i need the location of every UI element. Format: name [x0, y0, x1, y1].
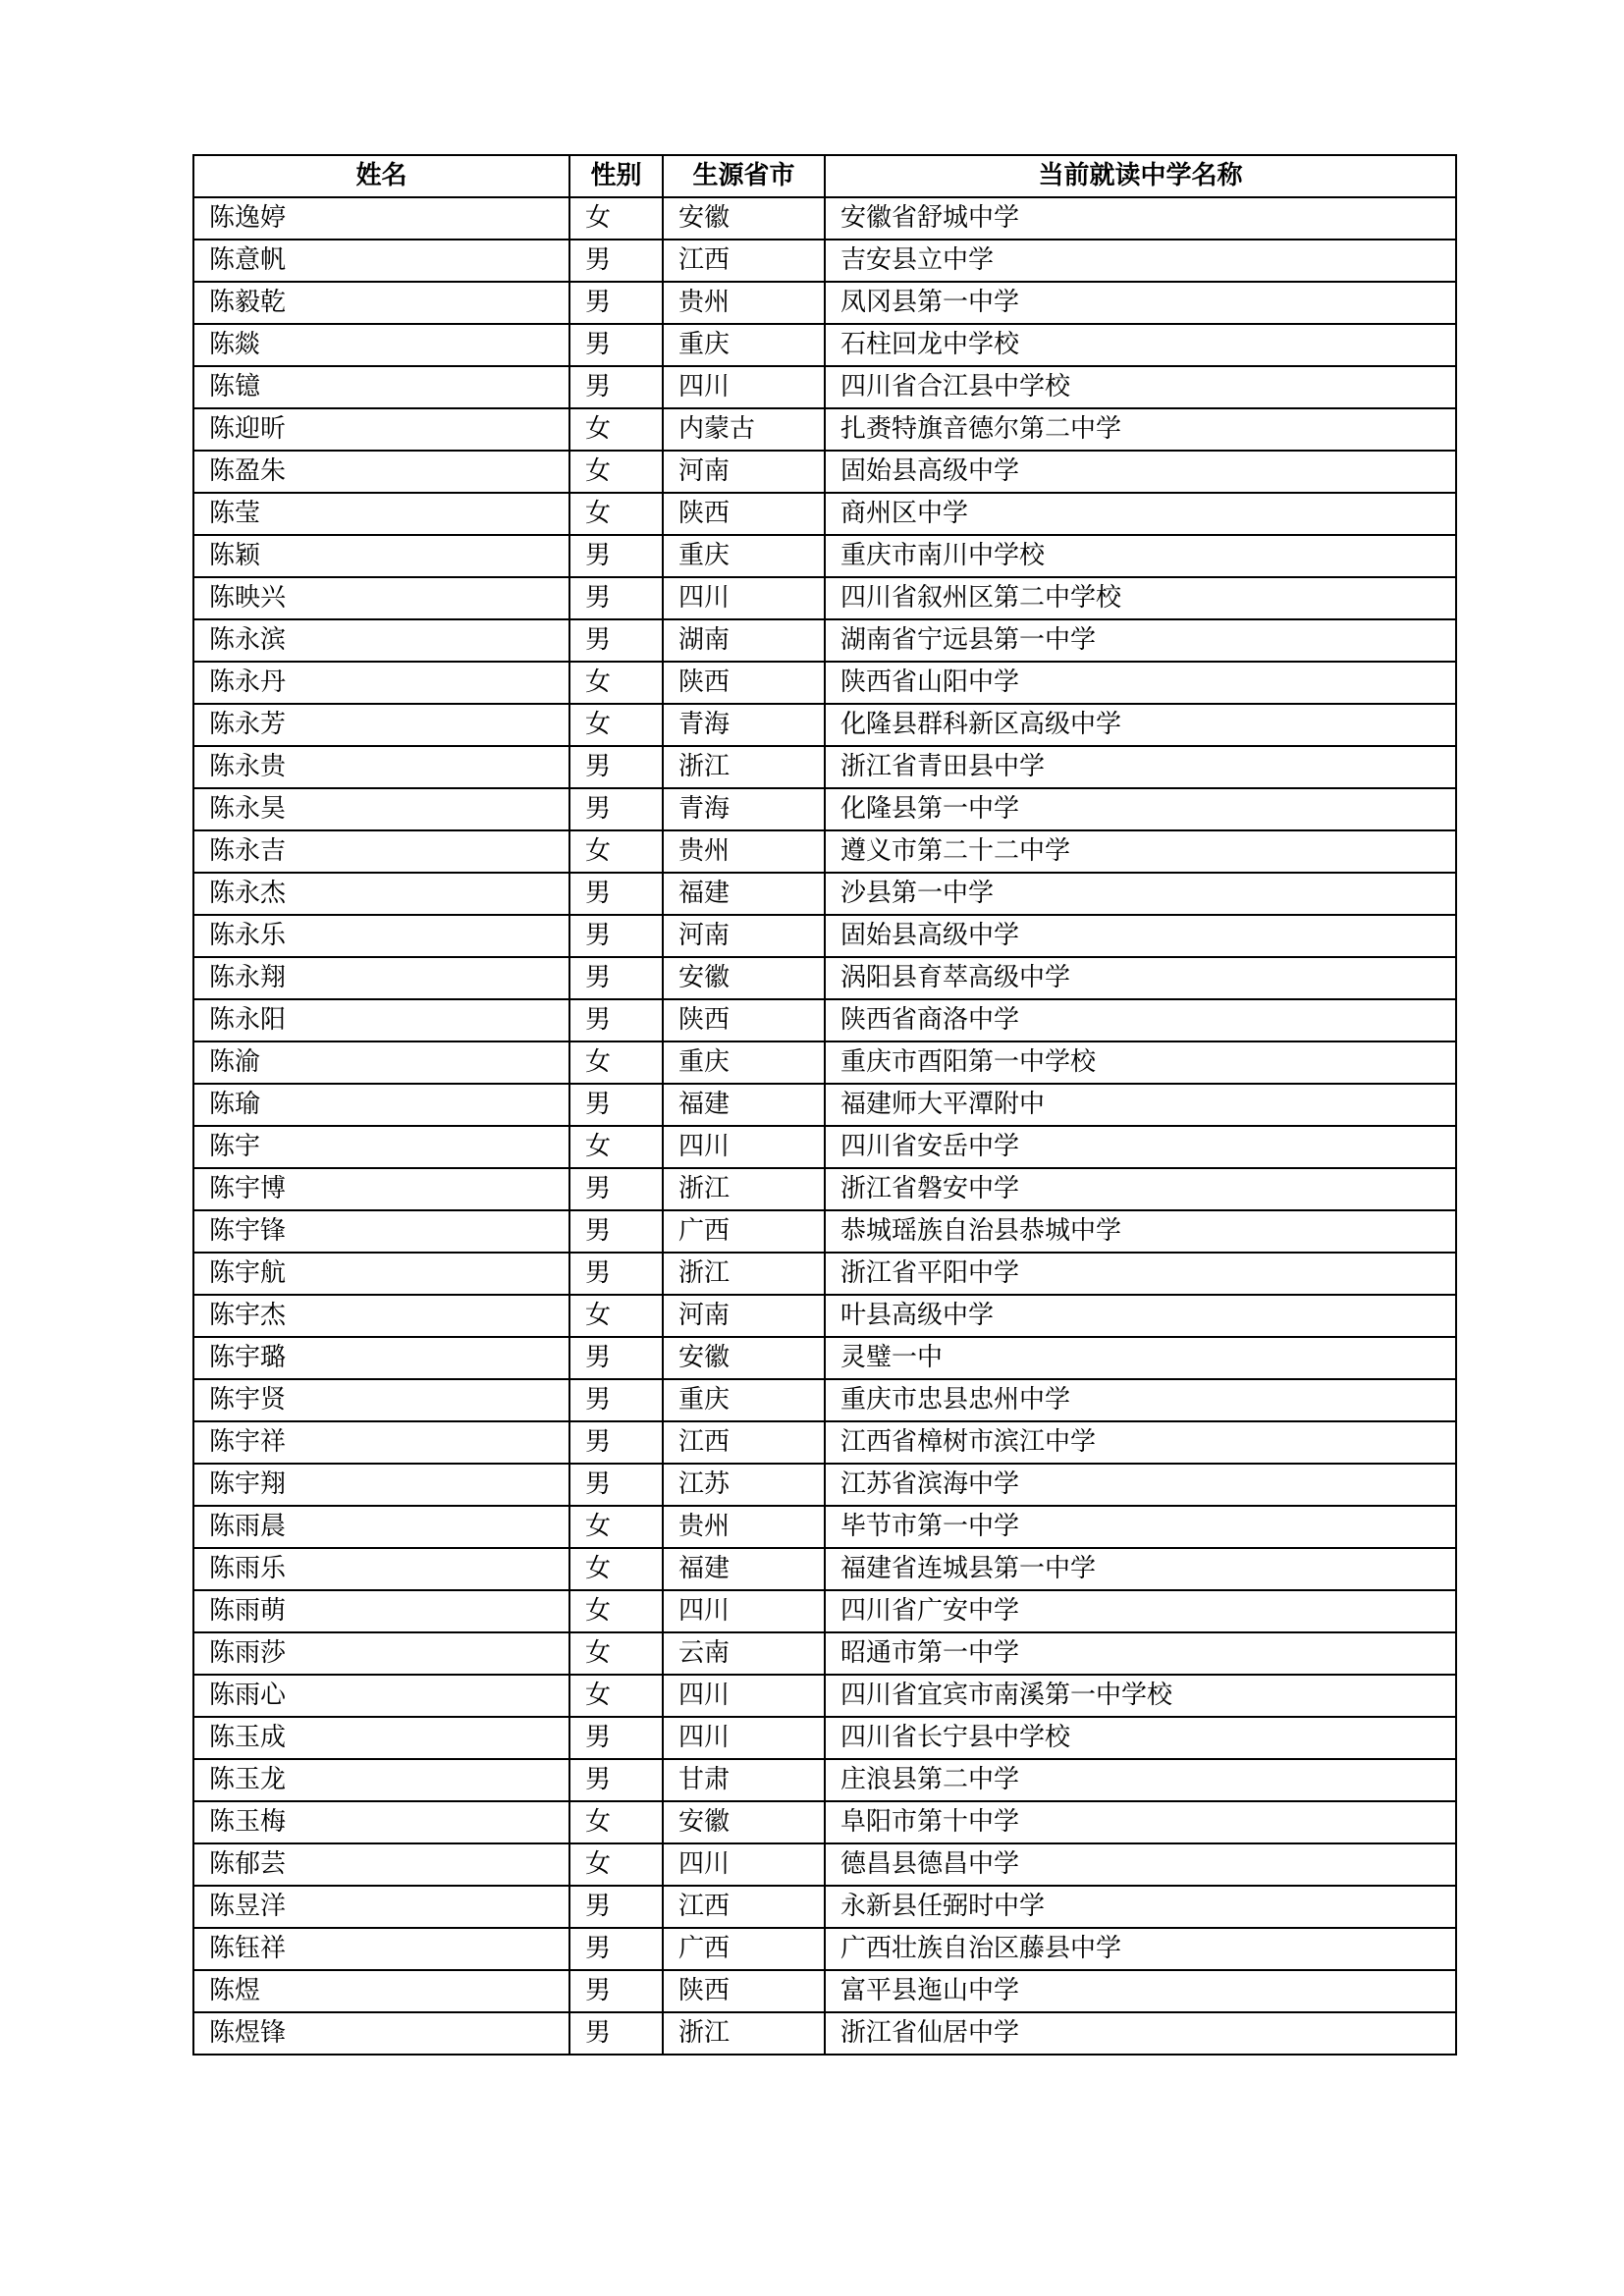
cell-province: 广西: [663, 1210, 825, 1253]
cell-school: 浙江省青田县中学: [825, 746, 1456, 788]
cell-gender: 男: [569, 1168, 663, 1210]
cell-name: 陈煜锋: [193, 2012, 569, 2055]
cell-name: 陈迎昕: [193, 408, 569, 451]
cell-name: 陈雨乐: [193, 1548, 569, 1590]
cell-name: 陈钰祥: [193, 1928, 569, 1970]
cell-gender: 男: [569, 1253, 663, 1295]
cell-name: 陈雨晨: [193, 1506, 569, 1548]
header-gender: 性别: [569, 155, 663, 197]
cell-school: 沙县第一中学: [825, 873, 1456, 915]
table-row: [193, 1548, 1456, 1590]
cell-school: 阜阳市第十中学: [825, 1801, 1456, 1843]
cell-school: 庄浪县第二中学: [825, 1759, 1456, 1801]
cell-gender: 男: [569, 324, 663, 366]
cell-school: 重庆市酉阳第一中学校: [825, 1041, 1456, 1084]
table-row: [193, 915, 1456, 957]
table-row: [193, 1295, 1456, 1337]
cell-school: 陕西省商洛中学: [825, 999, 1456, 1041]
cell-school: 灵璧一中: [825, 1337, 1456, 1379]
cell-province: 浙江: [663, 2012, 825, 2055]
table-row: [193, 1928, 1456, 1970]
header-name: 姓名: [193, 155, 569, 197]
cell-name: 陈颖: [193, 535, 569, 577]
cell-school: 德昌县德昌中学: [825, 1843, 1456, 1886]
cell-province: 安徽: [663, 957, 825, 999]
cell-name: 陈永乐: [193, 915, 569, 957]
table-row: [193, 1421, 1456, 1464]
cell-school: 凤冈县第一中学: [825, 282, 1456, 324]
table-row: [193, 1717, 1456, 1759]
cell-gender: 女: [569, 830, 663, 873]
cell-name: 陈宇贤: [193, 1379, 569, 1421]
cell-school: 固始县高级中学: [825, 915, 1456, 957]
cell-province: 重庆: [663, 1041, 825, 1084]
cell-gender: 女: [569, 197, 663, 240]
cell-province: 安徽: [663, 1801, 825, 1843]
cell-gender: 男: [569, 282, 663, 324]
cell-school: 叶县高级中学: [825, 1295, 1456, 1337]
cell-name: 陈煜: [193, 1970, 569, 2012]
table-row: [193, 1126, 1456, 1168]
cell-name: 陈永阳: [193, 999, 569, 1041]
table-row: [193, 1886, 1456, 1928]
cell-gender: 女: [569, 1126, 663, 1168]
table-row: [193, 830, 1456, 873]
cell-gender: 男: [569, 1970, 663, 2012]
cell-province: 贵州: [663, 830, 825, 873]
cell-name: 陈永吉: [193, 830, 569, 873]
cell-province: 贵州: [663, 282, 825, 324]
cell-school: 商州区中学: [825, 493, 1456, 535]
cell-name: 陈盈朱: [193, 451, 569, 493]
cell-name: 陈玉龙: [193, 1759, 569, 1801]
cell-name: 陈映兴: [193, 577, 569, 619]
cell-gender: 女: [569, 1675, 663, 1717]
cell-gender: 男: [569, 1886, 663, 1928]
cell-name: 陈玉梅: [193, 1801, 569, 1843]
cell-province: 四川: [663, 577, 825, 619]
table-row: [193, 1337, 1456, 1379]
cell-gender: 男: [569, 873, 663, 915]
cell-name: 陈雨萌: [193, 1590, 569, 1632]
cell-gender: 女: [569, 1548, 663, 1590]
cell-name: 陈雨心: [193, 1675, 569, 1717]
cell-gender: 男: [569, 535, 663, 577]
cell-province: 浙江: [663, 1168, 825, 1210]
cell-province: 四川: [663, 1590, 825, 1632]
cell-name: 陈宇: [193, 1126, 569, 1168]
table-row: [193, 324, 1456, 366]
cell-gender: 女: [569, 1843, 663, 1886]
cell-province: 四川: [663, 1675, 825, 1717]
cell-name: 陈宇博: [193, 1168, 569, 1210]
cell-name: 陈雨莎: [193, 1632, 569, 1675]
cell-school: 四川省合江县中学校: [825, 366, 1456, 408]
table-row: [193, 408, 1456, 451]
cell-gender: 男: [569, 1464, 663, 1506]
cell-gender: 女: [569, 1295, 663, 1337]
table-row: [193, 1759, 1456, 1801]
cell-gender: 男: [569, 1337, 663, 1379]
cell-name: 陈宇璐: [193, 1337, 569, 1379]
cell-province: 陕西: [663, 662, 825, 704]
cell-name: 陈莹: [193, 493, 569, 535]
cell-province: 安徽: [663, 197, 825, 240]
student-roster-table: [192, 154, 1457, 2056]
cell-province: 浙江: [663, 1253, 825, 1295]
table-row: [193, 493, 1456, 535]
cell-school: 四川省长宁县中学校: [825, 1717, 1456, 1759]
cell-name: 陈宇杰: [193, 1295, 569, 1337]
cell-school: 重庆市忠县忠州中学: [825, 1379, 1456, 1421]
cell-gender: 男: [569, 2012, 663, 2055]
cell-province: 重庆: [663, 535, 825, 577]
cell-name: 陈镱: [193, 366, 569, 408]
cell-name: 陈宇航: [193, 1253, 569, 1295]
table-row: [193, 366, 1456, 408]
cell-name: 陈宇锋: [193, 1210, 569, 1253]
cell-province: 青海: [663, 788, 825, 830]
table-row: [193, 282, 1456, 324]
cell-name: 陈意帆: [193, 240, 569, 282]
cell-school: 固始县高级中学: [825, 451, 1456, 493]
cell-name: 陈永丹: [193, 662, 569, 704]
cell-school: 福建省连城县第一中学: [825, 1548, 1456, 1590]
cell-name: 陈永昊: [193, 788, 569, 830]
cell-gender: 男: [569, 746, 663, 788]
table-row: [193, 662, 1456, 704]
cell-school: 石柱回龙中学校: [825, 324, 1456, 366]
cell-province: 陕西: [663, 493, 825, 535]
cell-province: 江西: [663, 240, 825, 282]
table-row: [193, 746, 1456, 788]
cell-province: 河南: [663, 451, 825, 493]
cell-name: 陈毅乾: [193, 282, 569, 324]
cell-name: 陈宇祥: [193, 1421, 569, 1464]
cell-gender: 男: [569, 1379, 663, 1421]
cell-province: 四川: [663, 1717, 825, 1759]
cell-school: 吉安县立中学: [825, 240, 1456, 282]
table-row: [193, 1041, 1456, 1084]
cell-school: 四川省宜宾市南溪第一中学校: [825, 1675, 1456, 1717]
table-row: [193, 1084, 1456, 1126]
table-row: [193, 535, 1456, 577]
cell-province: 福建: [663, 1548, 825, 1590]
cell-name: 陈玉成: [193, 1717, 569, 1759]
cell-province: 陕西: [663, 999, 825, 1041]
cell-province: 贵州: [663, 1506, 825, 1548]
cell-school: 毕节市第一中学: [825, 1506, 1456, 1548]
cell-gender: 男: [569, 366, 663, 408]
cell-province: 江西: [663, 1886, 825, 1928]
table-row: [193, 197, 1456, 240]
cell-school: 福建师大平潭附中: [825, 1084, 1456, 1126]
table-row: [193, 1210, 1456, 1253]
cell-province: 甘肃: [663, 1759, 825, 1801]
cell-name: 陈郁芸: [193, 1843, 569, 1886]
cell-gender: 女: [569, 1041, 663, 1084]
cell-school: 江西省樟树市滨江中学: [825, 1421, 1456, 1464]
table-row: [193, 619, 1456, 662]
table-body: [193, 197, 1456, 2055]
cell-province: 广西: [663, 1928, 825, 1970]
cell-gender: 女: [569, 662, 663, 704]
table-row: [193, 1506, 1456, 1548]
table-row: [193, 1253, 1456, 1295]
cell-name: 陈永滨: [193, 619, 569, 662]
cell-school: 湖南省宁远县第一中学: [825, 619, 1456, 662]
cell-school: 化隆县群科新区高级中学: [825, 704, 1456, 746]
cell-gender: 女: [569, 451, 663, 493]
cell-name: 陈永翔: [193, 957, 569, 999]
cell-school: 安徽省舒城中学: [825, 197, 1456, 240]
cell-gender: 女: [569, 408, 663, 451]
cell-gender: 男: [569, 619, 663, 662]
cell-gender: 男: [569, 957, 663, 999]
cell-school: 四川省广安中学: [825, 1590, 1456, 1632]
cell-province: 内蒙古: [663, 408, 825, 451]
cell-school: 遵义市第二十二中学: [825, 830, 1456, 873]
cell-school: 广西壮族自治区藤县中学: [825, 1928, 1456, 1970]
cell-province: 四川: [663, 366, 825, 408]
table-row: [193, 704, 1456, 746]
cell-school: 浙江省仙居中学: [825, 2012, 1456, 2055]
table-row: [193, 873, 1456, 915]
cell-school: 涡阳县育萃高级中学: [825, 957, 1456, 999]
cell-province: 重庆: [663, 324, 825, 366]
table-row: [193, 999, 1456, 1041]
cell-school: 浙江省平阳中学: [825, 1253, 1456, 1295]
table-row: [193, 2012, 1456, 2055]
cell-school: 永新县任弼时中学: [825, 1886, 1456, 1928]
cell-gender: 男: [569, 1210, 663, 1253]
cell-name: 陈瑜: [193, 1084, 569, 1126]
cell-province: 河南: [663, 1295, 825, 1337]
table-row: [193, 577, 1456, 619]
table-row: [193, 240, 1456, 282]
table-row: [193, 1632, 1456, 1675]
cell-gender: 男: [569, 577, 663, 619]
table-row: [193, 1675, 1456, 1717]
cell-province: 四川: [663, 1843, 825, 1886]
cell-school: 浙江省磐安中学: [825, 1168, 1456, 1210]
table-header-row: [193, 155, 1456, 197]
cell-gender: 男: [569, 240, 663, 282]
cell-school: 昭通市第一中学: [825, 1632, 1456, 1675]
cell-province: 福建: [663, 873, 825, 915]
cell-province: 陕西: [663, 1970, 825, 2012]
header-school: 当前就读中学名称: [825, 155, 1456, 197]
cell-province: 安徽: [663, 1337, 825, 1379]
table-row: [193, 1379, 1456, 1421]
cell-name: 陈永贵: [193, 746, 569, 788]
cell-school: 富平县迤山中学: [825, 1970, 1456, 2012]
cell-school: 江苏省滨海中学: [825, 1464, 1456, 1506]
cell-gender: 女: [569, 1801, 663, 1843]
cell-gender: 男: [569, 1759, 663, 1801]
cell-gender: 男: [569, 1928, 663, 1970]
table-row: [193, 1843, 1456, 1886]
cell-gender: 女: [569, 493, 663, 535]
cell-school: 重庆市南川中学校: [825, 535, 1456, 577]
cell-province: 江苏: [663, 1464, 825, 1506]
table-row: [193, 1464, 1456, 1506]
table-row: [193, 1970, 1456, 2012]
cell-province: 青海: [663, 704, 825, 746]
table-row: [193, 1168, 1456, 1210]
cell-name: 陈昱洋: [193, 1886, 569, 1928]
cell-gender: 男: [569, 1421, 663, 1464]
cell-name: 陈逸婷: [193, 197, 569, 240]
table-row: [193, 788, 1456, 830]
cell-gender: 女: [569, 1632, 663, 1675]
cell-school: 陕西省山阳中学: [825, 662, 1456, 704]
cell-gender: 男: [569, 1717, 663, 1759]
table-row: [193, 1801, 1456, 1843]
cell-name: 陈燚: [193, 324, 569, 366]
cell-name: 陈宇翔: [193, 1464, 569, 1506]
cell-gender: 女: [569, 1590, 663, 1632]
cell-gender: 女: [569, 704, 663, 746]
cell-school: 扎赉特旗音德尔第二中学: [825, 408, 1456, 451]
cell-name: 陈永杰: [193, 873, 569, 915]
table-row: [193, 1590, 1456, 1632]
cell-province: 四川: [663, 1126, 825, 1168]
cell-gender: 男: [569, 915, 663, 957]
cell-name: 陈渝: [193, 1041, 569, 1084]
table-row: [193, 451, 1456, 493]
cell-province: 福建: [663, 1084, 825, 1126]
cell-province: 江西: [663, 1421, 825, 1464]
cell-school: 化隆县第一中学: [825, 788, 1456, 830]
header-province: 生源省市: [663, 155, 825, 197]
table-row: [193, 957, 1456, 999]
cell-school: 四川省叙州区第二中学校: [825, 577, 1456, 619]
cell-province: 河南: [663, 915, 825, 957]
cell-province: 重庆: [663, 1379, 825, 1421]
cell-province: 浙江: [663, 746, 825, 788]
cell-gender: 男: [569, 999, 663, 1041]
cell-gender: 男: [569, 1084, 663, 1126]
cell-name: 陈永芳: [193, 704, 569, 746]
cell-school: 恭城瑶族自治县恭城中学: [825, 1210, 1456, 1253]
cell-school: 四川省安岳中学: [825, 1126, 1456, 1168]
cell-gender: 男: [569, 788, 663, 830]
cell-province: 湖南: [663, 619, 825, 662]
cell-province: 云南: [663, 1632, 825, 1675]
cell-gender: 女: [569, 1506, 663, 1548]
